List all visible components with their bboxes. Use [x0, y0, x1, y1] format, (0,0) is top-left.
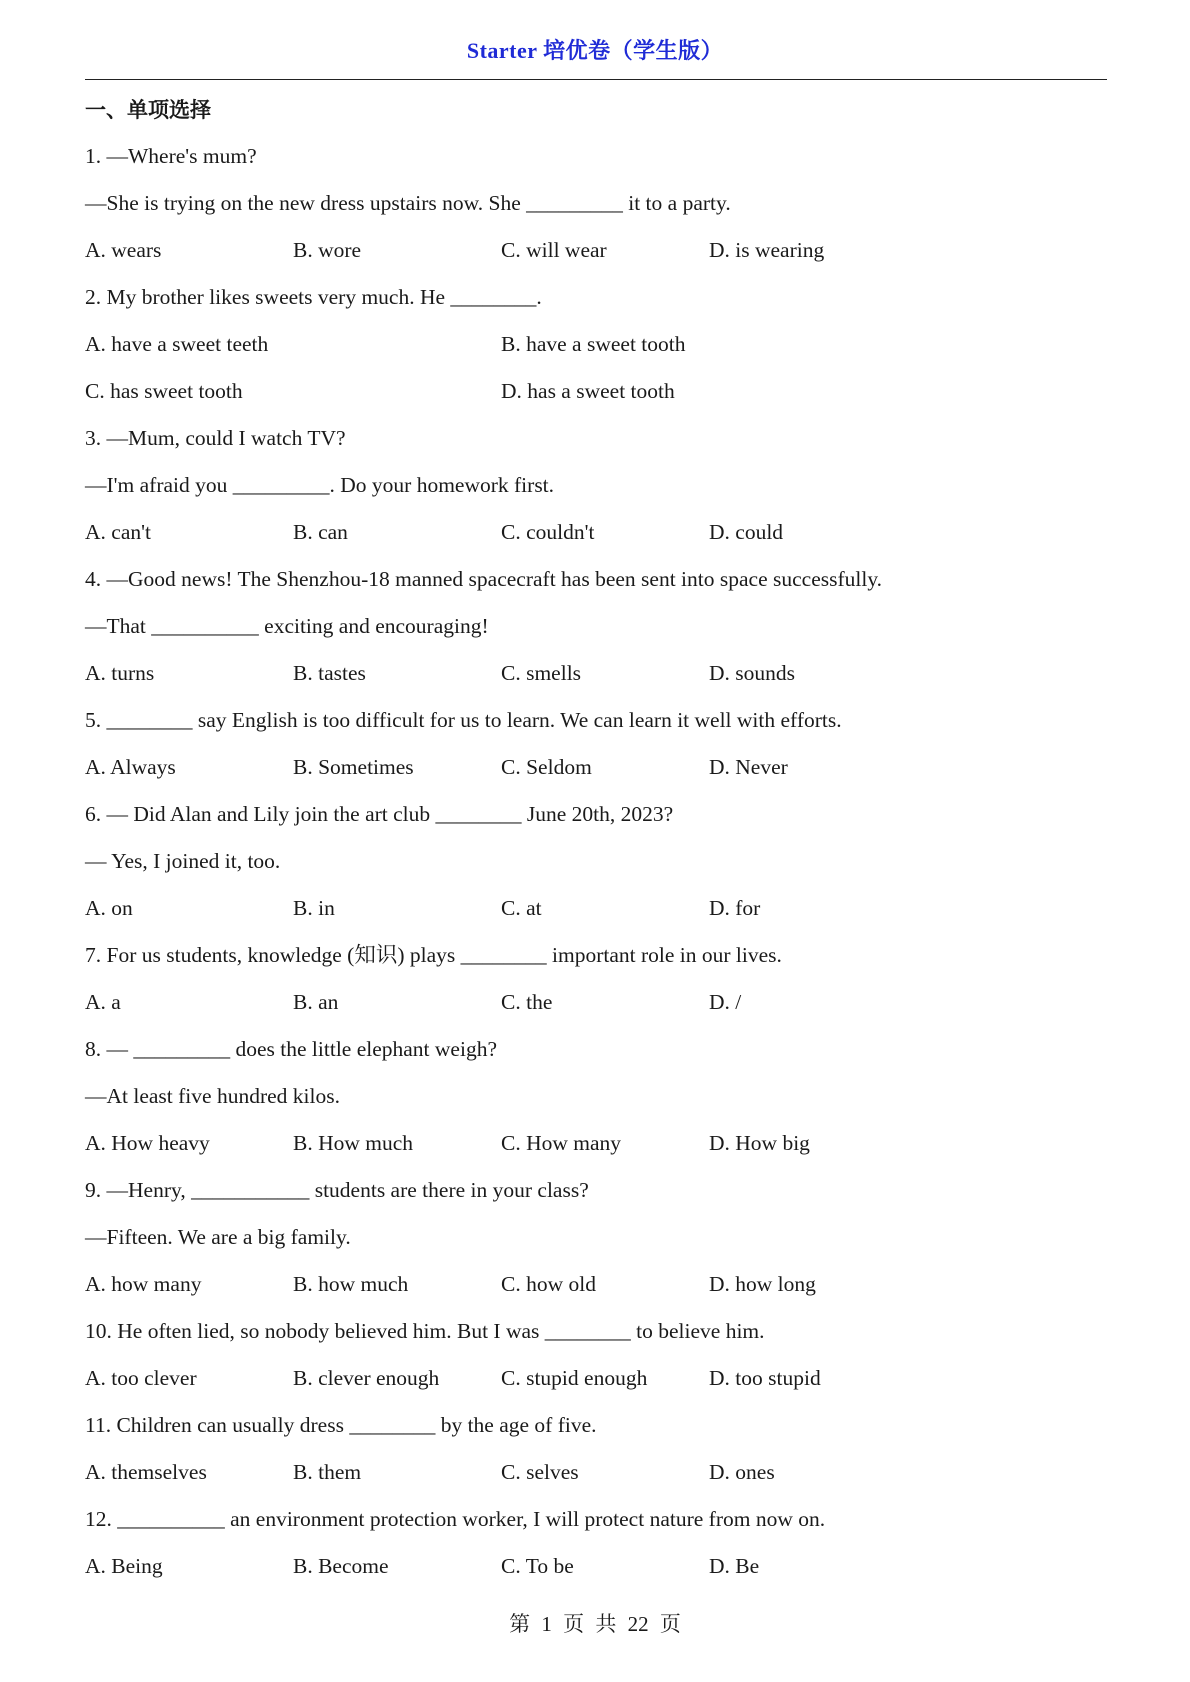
- option-a[interactable]: A. Being: [85, 1554, 163, 1578]
- option-a[interactable]: A. How heavy: [85, 1131, 210, 1155]
- question-stem: 1. —Where's mum?: [85, 144, 257, 168]
- option-row: [85, 1127, 1107, 1174]
- option-b[interactable]: B. how much: [293, 1272, 409, 1296]
- option-d[interactable]: D. How big: [709, 1131, 810, 1155]
- question-stem: 11. Children can usually dress ________ by the age of five.: [85, 1413, 597, 1437]
- option-row: [85, 657, 1107, 704]
- option-b[interactable]: B. in: [293, 896, 335, 920]
- option-d[interactable]: D. for: [709, 896, 761, 920]
- question-stem: —She is trying on the new dress upstairs now. She _________ it to a party.: [85, 191, 731, 215]
- question-stem: 6. — Did Alan and Lily join the art club ________ June 20th, 2023?: [85, 802, 674, 826]
- option-a[interactable]: A. a: [85, 990, 121, 1014]
- option-row: [85, 516, 1107, 563]
- option-c[interactable]: C. smells: [501, 661, 582, 685]
- question-stem: 9. —Henry, ___________ students are there in your class?: [85, 1178, 589, 1202]
- question-stem: 8. — _________ does the little elephant weigh?: [85, 1037, 497, 1061]
- option-c[interactable]: C. the: [501, 990, 553, 1014]
- question-stem: —I'm afraid you _________. Do your homework first.: [85, 473, 555, 497]
- option-d[interactable]: D. ones: [709, 1460, 775, 1484]
- option-c[interactable]: C. couldn't: [501, 520, 595, 544]
- option-row: [85, 986, 1107, 1033]
- option-c[interactable]: C. at: [501, 896, 542, 920]
- option-b[interactable]: B. How much: [293, 1131, 414, 1155]
- option-a[interactable]: A. themselves: [85, 1460, 207, 1484]
- option-c[interactable]: C. has sweet tooth: [85, 379, 243, 403]
- option-d[interactable]: D. has a sweet tooth: [501, 379, 675, 403]
- option-b[interactable]: B. Sometimes: [293, 755, 414, 779]
- option-a[interactable]: A. on: [85, 896, 133, 920]
- page-footer: 第 1 页 共 22 页: [509, 1612, 681, 1636]
- option-d[interactable]: D. Never: [709, 755, 788, 779]
- header-divider: [85, 79, 1107, 80]
- option-c[interactable]: C. how old: [501, 1272, 596, 1296]
- option-c[interactable]: C. stupid enough: [501, 1366, 648, 1390]
- option-a[interactable]: A. turns: [85, 661, 155, 685]
- option-d[interactable]: D. is wearing: [709, 238, 825, 262]
- option-b[interactable]: B. clever enough: [293, 1366, 440, 1390]
- option-row: [85, 1362, 1107, 1409]
- question-stem: 10. He often lied, so nobody believed him. But I was ________ to believe him.: [85, 1319, 765, 1343]
- option-c[interactable]: C. Seldom: [501, 755, 592, 779]
- question-list: [85, 140, 1107, 1597]
- option-c[interactable]: C. To be: [501, 1554, 574, 1578]
- option-a[interactable]: A. Always: [85, 755, 176, 779]
- option-row: [85, 1456, 1107, 1503]
- option-d[interactable]: D. too stupid: [709, 1366, 821, 1390]
- option-row: [85, 234, 1107, 281]
- option-c[interactable]: C. How many: [501, 1131, 622, 1155]
- option-b[interactable]: B. wore: [293, 238, 362, 262]
- question-stem: 4. —Good news! The Shenzhou-18 manned spacecraft has been sent into space successfully.: [85, 567, 883, 591]
- question-stem: —Fifteen. We are a big family.: [85, 1225, 351, 1249]
- option-row: [85, 1268, 1107, 1315]
- question-stem: 2. My brother likes sweets very much. He ________.: [85, 285, 542, 309]
- option-d[interactable]: D. how long: [709, 1272, 816, 1296]
- question-stem: —That __________ exciting and encouraging!: [85, 614, 489, 638]
- question-stem: —At least five hundred kilos.: [85, 1084, 340, 1108]
- question-stem: 5. ________ say English is too difficult for us to learn. We can learn it well with efforts.: [85, 708, 842, 732]
- option-d[interactable]: D. /: [709, 990, 742, 1014]
- section-title: 一、单项选择: [85, 98, 211, 122]
- option-a[interactable]: A. too clever: [85, 1366, 197, 1390]
- option-b[interactable]: B. them: [293, 1460, 362, 1484]
- question-stem: 12. __________ an environment protection worker, I will protect nature from now on.: [85, 1507, 826, 1531]
- option-a[interactable]: A. have a sweet teeth: [85, 332, 269, 356]
- option-c[interactable]: C. selves: [501, 1460, 579, 1484]
- option-b[interactable]: B. can: [293, 520, 348, 544]
- option-row: [85, 375, 1107, 422]
- option-d[interactable]: D. sounds: [709, 661, 796, 685]
- option-a[interactable]: A. how many: [85, 1272, 202, 1296]
- option-b[interactable]: B. an: [293, 990, 339, 1014]
- page-header-title: Starter 培优卷（学生版）: [466, 38, 724, 63]
- question-stem: — Yes, I joined it, too.: [85, 849, 281, 873]
- option-row: [85, 751, 1107, 798]
- option-row: [85, 892, 1107, 939]
- option-d[interactable]: D. could: [709, 520, 784, 544]
- option-b[interactable]: B. tastes: [293, 661, 366, 685]
- question-stem: 7. For us students, knowledge (知识) plays ________ important role in our lives.: [85, 943, 782, 967]
- option-c[interactable]: C. will wear: [501, 238, 607, 262]
- option-d[interactable]: D. Be: [709, 1554, 760, 1578]
- option-row: [85, 328, 1107, 375]
- option-a[interactable]: A. can't: [85, 520, 151, 544]
- option-a[interactable]: A. wears: [85, 238, 162, 262]
- option-row: [85, 1550, 1107, 1597]
- option-b[interactable]: B. have a sweet tooth: [501, 332, 686, 356]
- question-stem: 3. —Mum, could I watch TV?: [85, 426, 346, 450]
- option-b[interactable]: B. Become: [293, 1554, 389, 1578]
